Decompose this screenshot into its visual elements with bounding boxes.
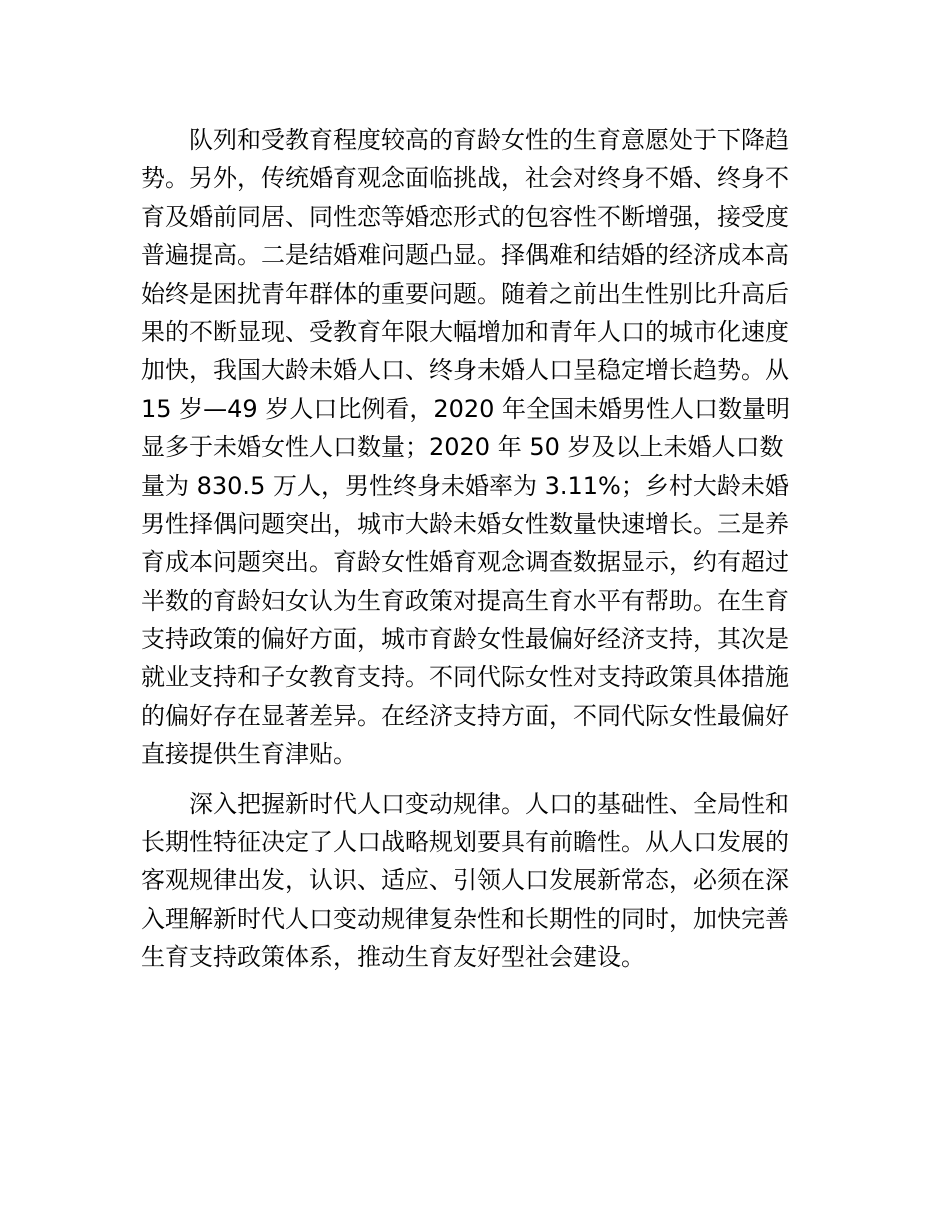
paragraph-line: 长期性特征决定了人口战略规划要具有前瞻性。从人口发展的 — [141, 828, 789, 857]
paragraph-spacer — [141, 774, 813, 785]
paragraph-line: 量为 830.5 万人，男性终身未婚率为 3.11%；乡村大龄未婚 — [141, 471, 789, 500]
paragraph-line: 果的不断显现、受教育年限大幅增加和青年人口的城市化速度 — [141, 317, 789, 346]
paragraph-2 — [141, 785, 813, 977]
paragraph-line: 的偏好存在显著差异。在经济支持方面，不同代际女性最偏好 — [141, 701, 789, 730]
paragraph-line: 加快，我国大龄未婚人口、终身未婚人口呈稳定增长趋势。从 — [141, 356, 789, 385]
paragraph-line: 生育支持政策体系，推动生育友好型社会建设。 — [141, 943, 645, 972]
document-body — [141, 121, 813, 977]
paragraph-line: 普遍提高。二是结婚难问题凸显。择偶难和结婚的经济成本高 — [141, 241, 789, 270]
paragraph-line: 育成本问题突出。育龄女性婚育观念调查数据显示，约有超过 — [141, 548, 789, 577]
paragraph-line: 直接提供生育津贴。 — [141, 740, 357, 769]
paragraph-line: 始终是困扰青年群体的重要问题。随着之前出生性别比升高后 — [141, 279, 789, 308]
paragraph-line: 队列和受教育程度较高的育龄女性的生育意愿处于下降趋 — [189, 126, 789, 154]
paragraph-line: 入理解新时代人口变动规律复杂性和长期性的同时，加快完善 — [141, 904, 789, 933]
paragraph-1 — [141, 121, 813, 774]
paragraph-line: 育及婚前同居、同性恋等婚恋形式的包容性不断增强，接受度 — [141, 202, 789, 231]
paragraph-line: 势。另外，传统婚育观念面临挑战，社会对终身不婚、终身不 — [141, 164, 789, 193]
paragraph-line: 支持政策的偏好方面，城市育龄女性最偏好经济支持，其次是 — [141, 625, 789, 654]
paragraph-line: 深入把握新时代人口变动规律。人口的基础性、全局性和 — [189, 789, 789, 818]
paragraph-line: 15 岁—49 岁人口比例看，2020 年全国未婚男性人口数量明 — [141, 394, 791, 423]
paragraph-line: 半数的育龄妇女认为生育政策对提高生育水平有帮助。在生育 — [141, 586, 789, 615]
paragraph-line: 男性择偶问题突出，城市大龄未婚女性数量快速增长。三是养 — [141, 509, 789, 538]
paragraph-line: 就业支持和子女教育支持。不同代际女性对支持政策具体措施 — [141, 663, 789, 692]
paragraph-line: 客观规律出发，认识、适应、引领人口发展新常态，必须在深 — [141, 866, 789, 895]
paragraph-line: 显多于未婚女性人口数量；2020 年 50 岁及以上未婚人口数 — [141, 433, 784, 462]
